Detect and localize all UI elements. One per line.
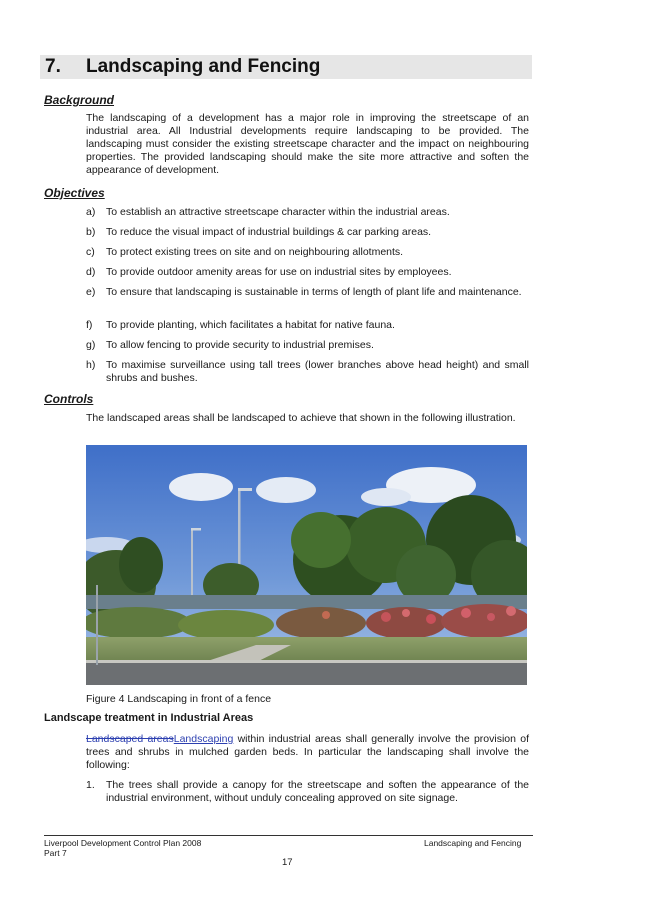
objective-letter: h) bbox=[86, 359, 96, 371]
objective-letter: g) bbox=[86, 339, 96, 351]
objective-text: To protect existing trees on site and on neighbouring allotments. bbox=[106, 246, 404, 258]
objective-letter: d) bbox=[86, 266, 96, 278]
objectives-heading: Objectives bbox=[44, 186, 105, 200]
treatment-paragraph bbox=[86, 733, 529, 772]
treatment-item-text: The trees shall provide a canopy for the streetscape and soften the appearance of the industrial environment, without unduly concealing approved on site signage. bbox=[106, 779, 529, 804]
objective-letter: c) bbox=[86, 246, 95, 258]
objective-letter: b) bbox=[86, 226, 96, 238]
objective-text: To reduce the visual impact of industrial buildings & car parking areas. bbox=[106, 226, 432, 238]
page-number: 17 bbox=[282, 857, 293, 868]
objective-text: To allow fencing to provide security to industrial premises. bbox=[106, 339, 374, 351]
footer-divider bbox=[44, 835, 533, 836]
objective-text: To establish an attractive streetscape character within the industrial areas. bbox=[106, 206, 450, 218]
objective-text: To provide outdoor amenity areas for use on industrial sites by employees. bbox=[106, 266, 452, 278]
landscaping-photo bbox=[86, 445, 527, 685]
chapter-title: Landscaping and Fencing bbox=[86, 56, 321, 77]
objective-text: To provide planting, which facilitates a habitat for native fauna. bbox=[106, 319, 395, 331]
background-heading: Background bbox=[44, 93, 115, 107]
footer-left-line1: Liverpool Development Control Plan 2008 bbox=[44, 838, 202, 848]
footer-right: Landscaping and Fencing bbox=[424, 838, 522, 848]
chapter-number: 7. bbox=[45, 56, 61, 77]
treatment-heading: Landscape treatment in Industrial Areas bbox=[44, 712, 254, 724]
controls-paragraph: The landscaped areas shall be landscaped to achieve that shown in the following illustration. bbox=[86, 412, 516, 424]
objective-text: To ensure that landscaping is sustainable in terms of length of plant life and maintenance. bbox=[106, 286, 522, 298]
objective-letter: a) bbox=[86, 206, 96, 218]
footer-left-line2: Part 7 bbox=[44, 848, 67, 858]
background-paragraph: The landscaping of a development has a major role in improving the streetscape of an industrial area. All Industrial developments require landscaping to be provided. The landscaping must consider the existing streetscape character and the impact on neighbouring properties. The provided landscaping should make the site more attractive and soften the appearance of development. bbox=[86, 112, 529, 176]
treatment-text: within industrial areas shall generally involve the provision of trees and shrubs in mulched garden beds. In particular the landscaping shall involve the following: bbox=[86, 733, 529, 771]
chapter-heading bbox=[40, 55, 532, 79]
objective-letter: e) bbox=[86, 286, 96, 298]
tracked-insertion: Landscaping bbox=[173, 733, 234, 745]
treatment-item-number: 1. bbox=[86, 779, 95, 791]
controls-heading: Controls bbox=[44, 392, 94, 406]
tracked-deletion: Landscaped areas bbox=[86, 733, 174, 745]
figure-caption: Figure 4 Landscaping in front of a fence bbox=[86, 693, 272, 705]
objective-letter: f) bbox=[86, 319, 93, 331]
objective-text: To maximise surveillance using tall trees (lower branches above head height) and small shrubs and bushes. bbox=[106, 359, 529, 384]
